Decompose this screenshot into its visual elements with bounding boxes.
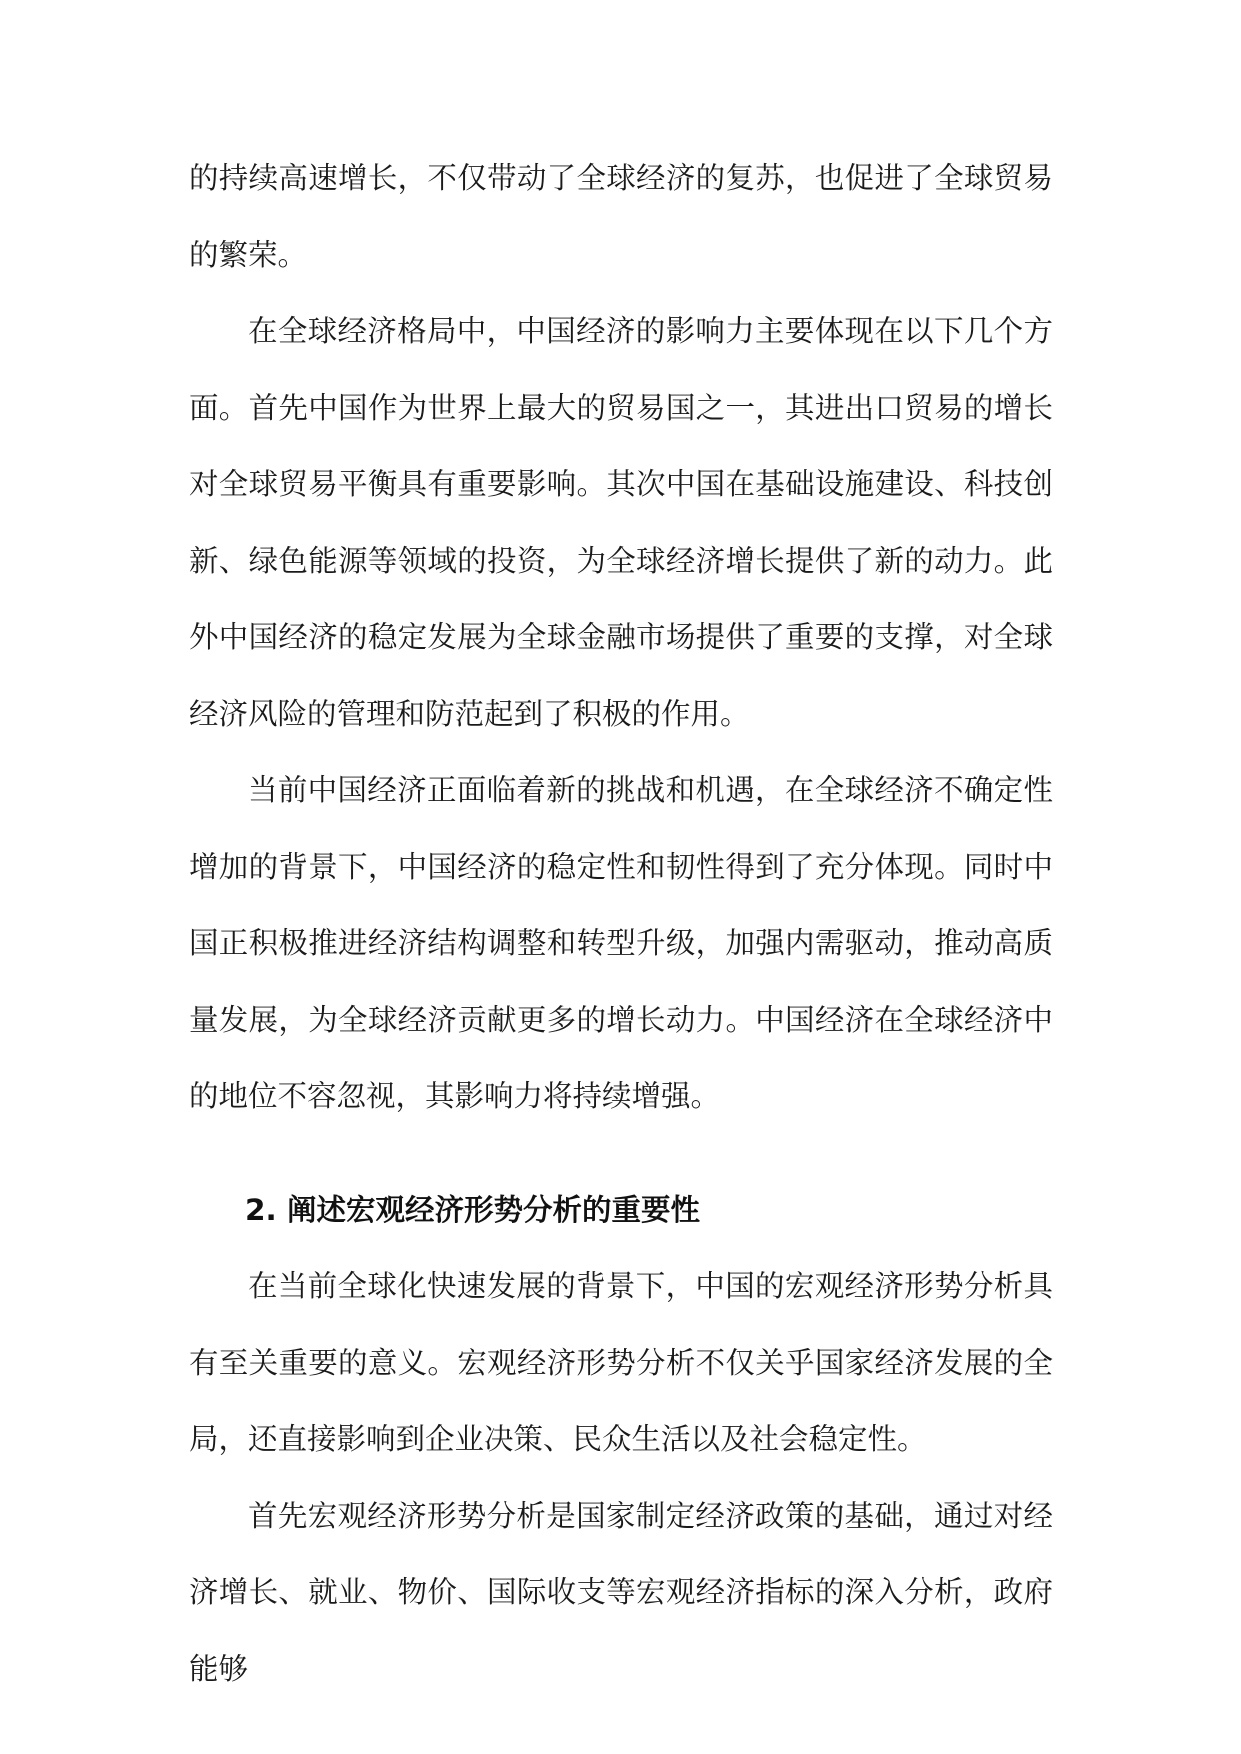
section-heading-number: 2. <box>245 1192 277 1227</box>
paragraph-continuation: 的持续高速增长，不仅带动了全球经济的复苏，也促进了全球贸易的繁荣。 <box>189 161 1053 272</box>
paragraph-macro-importance: 在当前全球化快速发展的背景下，中国的宏观经济形势分析具有至关重要的意义。宏观经济形势分析不仅关乎国家经济发展的全局，还直接影响到企业决策、民众生活以及社会稳定性。 <box>189 1269 1053 1456</box>
paragraph-challenges-opportunities: 当前中国经济正面临着新的挑战和机遇，在全球经济不确定性增加的背景下，中国经济的稳定性和韧性得到了充分体现。同时中国正积极推进经济结构调整和转型升级，加强内需驱动，推动高质量发展，为全球经济贡献更多的增长动力。中国经济在全球经济中的地位不容忽视，其影响力将持续增强。 <box>189 773 1053 1113</box>
section-heading <box>189 1172 1053 1249</box>
section-heading-title: 阐述宏观经济形势分析的重要性 <box>287 1192 701 1227</box>
paragraph-china-influence: 在全球经济格局中，中国经济的影响力主要体现在以下几个方面。首先中国作为世界上最大的贸易国之一，其进出口贸易的增长对全球贸易平衡具有重要影响。其次中国在基础设施建设、科技创新、绿色能源等领域的投资，为全球经济增长提供了新的动力。此外中国经济的稳定发展为全球金融市场提供了重要的支撑，对全球经济风险的管理和防范起到了积极的作用。 <box>189 314 1053 731</box>
paragraph-policy-basis: 首先宏观经济形势分析是国家制定经济政策的基础，通过对经济增长、就业、物价、国际收支等宏观经济指标的深入分析，政府能够 <box>189 1498 1053 1686</box>
document-body <box>189 140 1053 1707</box>
